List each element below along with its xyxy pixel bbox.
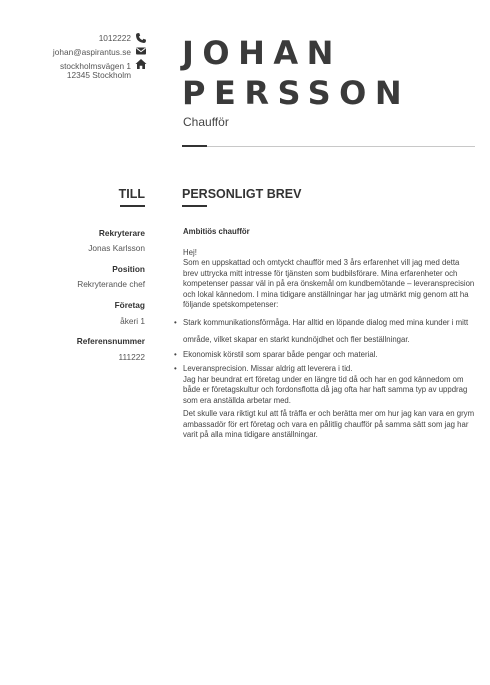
skills-list: [174, 314, 475, 375]
company-value: åkeri 1: [120, 316, 145, 326]
recipient-heading-rule: [120, 205, 145, 207]
first-name: JOHAN: [182, 34, 342, 72]
letter-greeting: Hej!: [183, 247, 197, 257]
letter-subject: Ambitiös chaufför: [183, 227, 250, 236]
contact-email[interactable]: johan@aspirantus.se: [52, 47, 131, 57]
contact-phone: 1012222: [98, 33, 131, 43]
contact-street: stockholmsvägen 1: [59, 61, 131, 71]
recipient-value: Jonas Karlsson: [88, 243, 145, 253]
header-accent-rule: [182, 145, 207, 147]
letter-heading: PERSONLIGT BREV: [182, 187, 302, 201]
letter-intro: Som en uppskattad och omtyckt chaufför med 3 års erfarenhet vill jag med detta brev uttrycka mitt intresse för tjänsten som budbilsförare. Mina erfarenheter och kompetenser passar väl in på era önskemål om kundbemötande – leveransprecision och lokal kännedom. I mina tidigare anställningar har jag utmärkt mig genom att ha följande spetskompetenser:: [183, 258, 475, 309]
job-title: Chaufför: [183, 115, 229, 129]
list-item: • Leveransprecision. Missar aldrig att leverera i tid.: [174, 364, 353, 373]
contact-info: [0, 31, 131, 82]
letter-heading-rule: [182, 205, 207, 207]
position-value: Rekryterande chef: [77, 279, 145, 289]
list-item: • Ekonomisk körstil som sparar både pengar och material.: [174, 349, 378, 359]
reference-value: 111222: [118, 352, 145, 362]
last-name: PERSSON: [182, 74, 411, 112]
envelope-icon: [135, 45, 147, 57]
home-icon: [135, 58, 147, 70]
contact-city: 12345 Stockholm: [66, 70, 131, 80]
letter-paragraph: Jag har beundrat ert företag under en längre tid då och har en god kännedom om både er företagskultur och fordonsflotta då jag ofta har haft samma typ av uppdrag som era anställda arbetar med.: [183, 374, 468, 405]
letter-closing: Det skulle vara riktigt kul att få träffa er och berätta mer om hur jag kan vara en grym ambassadör för ert företag och vara en pålitlig chaufför på samma sätt som jag har varit på alla mina tidigare anställningar.: [183, 409, 475, 439]
company-label: Företag: [114, 300, 145, 310]
phone-icon: [135, 32, 147, 44]
header-divider: [182, 146, 475, 147]
reference-label: Referensnummer: [76, 336, 145, 346]
position-label: Position: [112, 264, 145, 274]
recipient-heading: TILL: [118, 187, 145, 201]
recipient-label: Rekryterare: [98, 228, 145, 238]
list-item: • Stark kommunikationsförmåga. Har alltid en löpande dialog med mina kunder i mitt område, vilket skapar en starkt kundnöjdhet och fler beställningar.: [174, 317, 469, 344]
applicant-name: [182, 33, 410, 113]
letter-body: [174, 227, 475, 441]
